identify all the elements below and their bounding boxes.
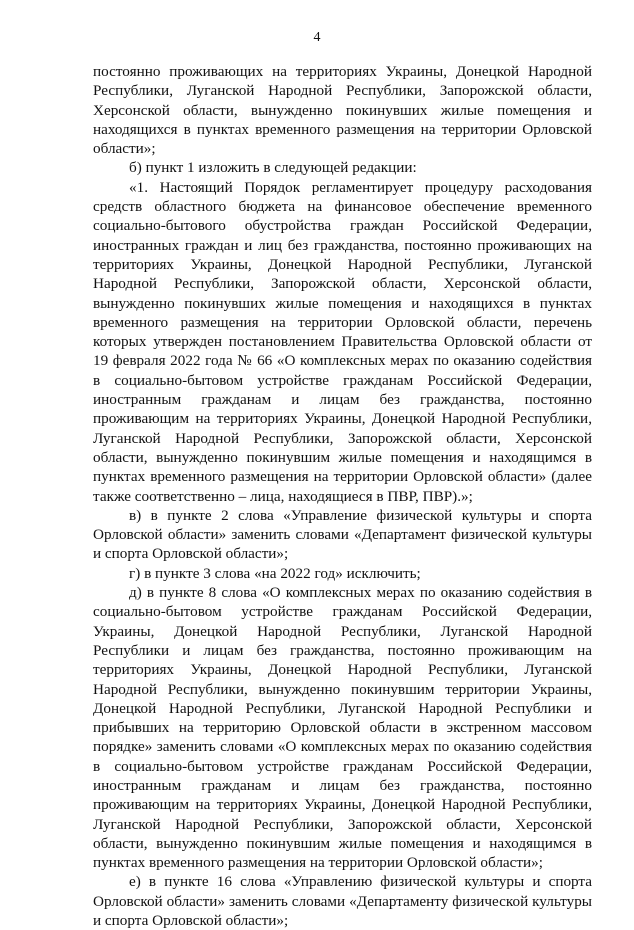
paragraph: д) в пункте 8 слова «О комплексных мерах по оказанию содействия в социально-бытовом устройстве гражданам Российской Федерации, Украины, Донецкой Народной Республики, Луганской Народной Республики и лицам без гражданства, постоянно проживающим на территориях Украины, Донецкой Народной Республики, Луганской Народной Республики, вынужденно покинувшим территории Украины, Донецкой Народной Республики, Луганской Народной Республики и прибывших на территорию Орловской области в экстренном массовом порядке» заменить словами «О комплексных мерах по оказанию содействия в социально-бытовом устройстве гражданам Российской Федерации, иностранным гражданам и лицам без гражданства, постоянно проживающим на территориях Украины, Донецкой Народной Республики, Луганской Народной Республики, Запорожской области, Херсонской области, вынужденно покинувшим жилые помещения и находящимся в пунктах временного размещения на территории Орловской области»;: [93, 584, 592, 872]
page-number: 4: [313, 30, 321, 45]
paragraph: г) в пункте 3 слова «на 2022 год» исключить;: [129, 564, 421, 582]
paragraph: «1. Настоящий Порядок регламентирует процедуру расходования средств областного бюджета на финансовое обеспечение временного социально-бытового обустройства граждан Российской Федерации, иностранных граждан и лиц без гражданства, постоянно проживающих на территориях Украины, Донецкой Народной Республики, Луганской Народной Республики, Запорожской области, Херсонской области, вынужденно покинувших жилые помещения и находящихся в пунктах временного размещения на территории Орловской области, перечень которых утвержден постановлением Правительства Орловской области от 19 февраля 2022 года № 66 «О комплексных мерах по оказанию содействия в социально-бытовом устройстве гражданам Российской Федерации, иностранным гражданам и лицам без гражданства, постоянно проживающим на территориях Украины, Донецкой Народной Республики, Луганской Народной Республики, Запорожской области, Херсонской области, вынужденно покинувшим жилые помещения и находящимся в пунктах временного размещения на территории Орловской области» (далее также соответственно – лица, находящиеся в ПВР, ПВР).»;: [93, 178, 592, 505]
paragraph: постоянно проживающих на территориях Украины, Донецкой Народной Республики, Луганской Народной Республики, Запорожской области, Херсонской области, вынужденно покинувших жилые помещения и находящихся в пунктах временного размещения на территории Орловской области»;: [93, 63, 592, 158]
paragraph: в) в пункте 2 слова «Управление физической культуры и спорта Орловской области» заменить словами «Департамент физической культуры и спорта Орловской области»;: [93, 506, 592, 563]
document-body: [93, 62, 592, 930]
paragraph: б) пункт 1 изложить в следующей редакции:: [129, 159, 417, 177]
paragraph: е) в пункте 16 слова «Управлению физической культуры и спорта Орловской области» заменить словами «Департаменту физической культуры и спорта Орловской области»;: [93, 873, 592, 930]
